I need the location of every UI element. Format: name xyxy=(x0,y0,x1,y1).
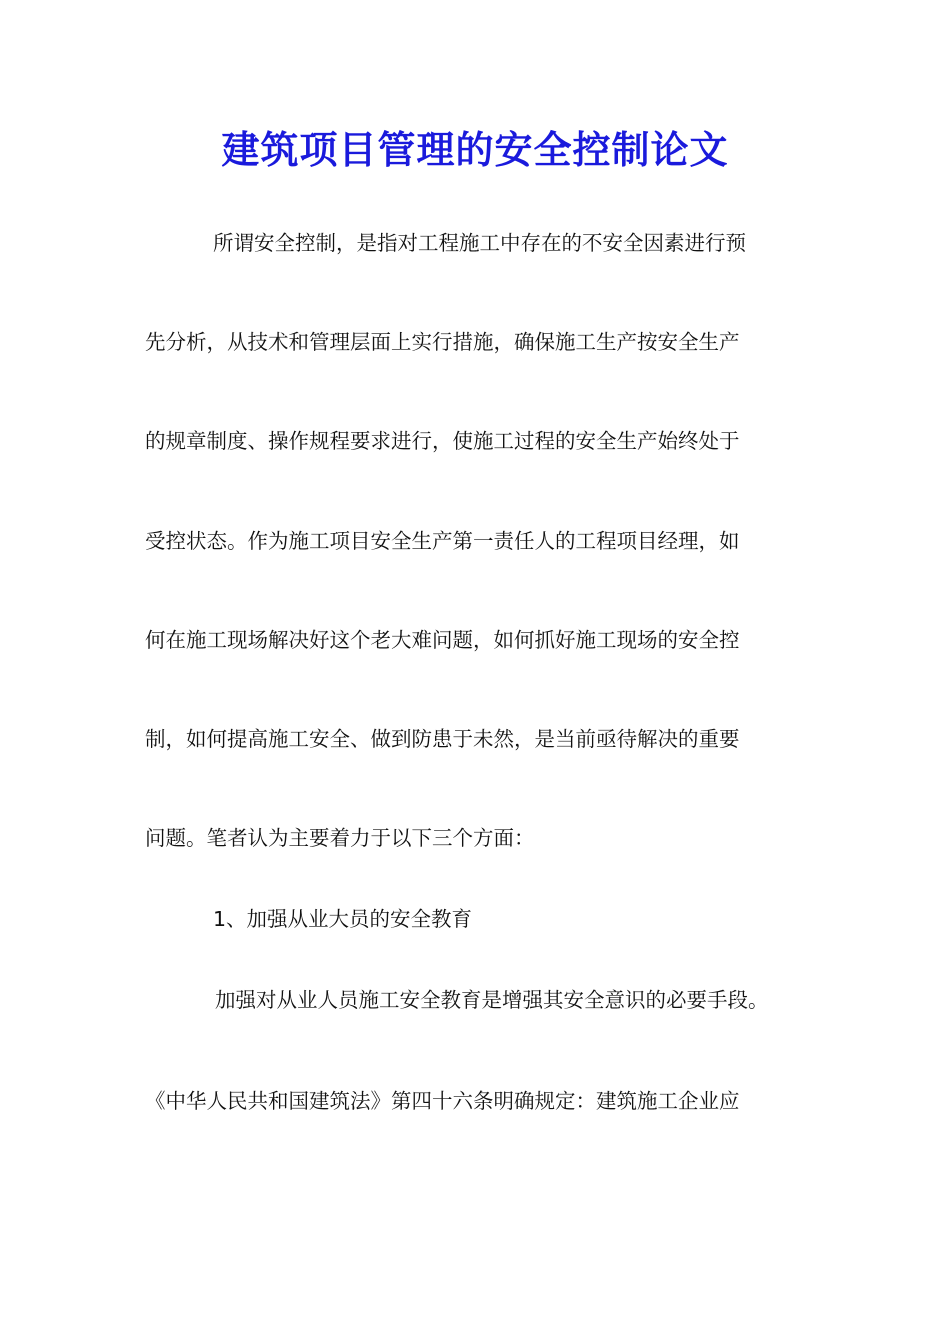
document-title: 建筑项目管理的安全控制论文 xyxy=(221,127,729,172)
paragraph-line: 的规章制度、操作规程要求进行，使施工过程的安全生产始终处于 xyxy=(145,429,740,453)
paragraph-line: 制，如何提高施工安全、做到防患于未然，是当前亟待解决的重要 xyxy=(145,727,740,751)
paragraph-line: 加强对从业人员施工安全教育是增强其安全意识的必要手段。 xyxy=(215,988,769,1012)
paragraph-line: 受控状态。作为施工项目安全生产第一责任人的工程项目经理，如 xyxy=(145,529,740,553)
paragraph-line: 何在施工现场解决好这个老大难问题，如何抓好施工现场的安全控 xyxy=(145,628,740,652)
paragraph-line: 所谓安全控制，是指对工程施工中存在的不安全因素进行预 xyxy=(213,231,746,255)
paragraph-line: 《中华人民共和国建筑法》第四十六条明确规定：建筑施工企业应 xyxy=(145,1089,740,1113)
paragraph-line: 先分析，从技术和管理层面上实行措施，确保施工生产按安全生产 xyxy=(145,330,740,354)
section-heading: 1、加强从业大员的安全教育 xyxy=(213,907,473,931)
paragraph-line: 问题。笔者认为主要着力于以下三个方面： xyxy=(145,826,535,850)
